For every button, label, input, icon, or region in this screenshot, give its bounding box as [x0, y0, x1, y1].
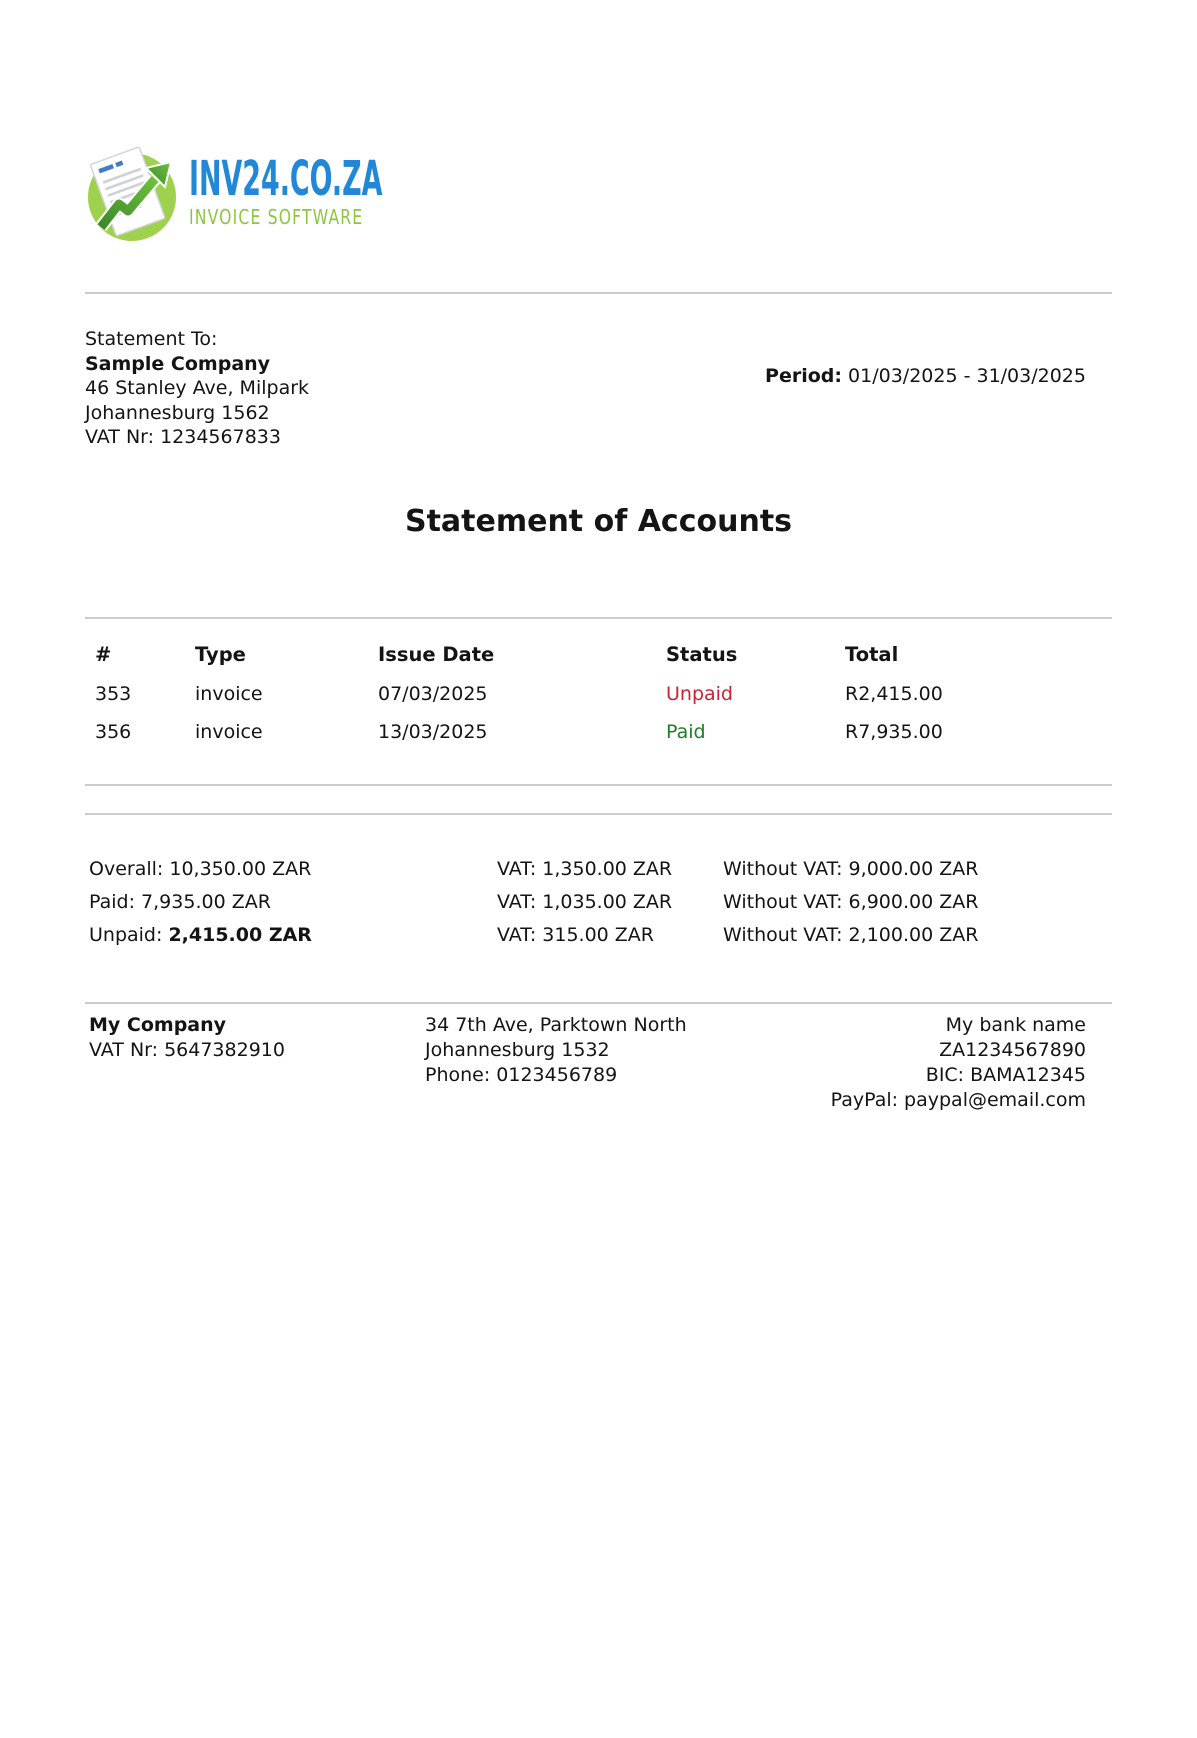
- statement-document: [0, 142, 1197, 1113]
- cell-type: invoice: [195, 682, 263, 705]
- summary-unpaid: [85, 919, 497, 952]
- summary-overall-label: Overall:: [89, 857, 164, 880]
- cell-type: invoice: [195, 720, 263, 743]
- cell-issue-date: 13/03/2025: [378, 720, 488, 743]
- page-title: Statement of Accounts: [404, 503, 793, 539]
- cell-total: R7,935.00: [845, 720, 943, 743]
- logo-text-block: [189, 142, 534, 229]
- summary-overall-vat: VAT: 1,350.00 ZAR: [497, 857, 673, 880]
- summary-paid-value: 7,935.00 ZAR: [141, 890, 271, 913]
- cell-number: 353: [95, 682, 132, 705]
- status-badge: Paid: [666, 720, 706, 743]
- divider: [85, 292, 1112, 294]
- summary-paid-label: Paid:: [89, 890, 135, 913]
- summary-unpaid-label: Unpaid:: [89, 923, 163, 946]
- invoices-table: [85, 619, 1112, 751]
- column-header-issue-date: Issue Date: [378, 642, 495, 666]
- divider: [85, 784, 1112, 786]
- summary-paid-vat: VAT: 1,035.00 ZAR: [497, 890, 673, 913]
- period-value: 01/03/2025 - 31/03/2025: [848, 365, 1086, 387]
- summary-unpaid-vat: VAT: 315.00 ZAR: [497, 923, 655, 946]
- divider: [85, 1002, 1112, 1004]
- footer-bank-account: ZA1234567890: [939, 1038, 1086, 1061]
- footer-company-block: [85, 1013, 425, 1113]
- statement-to-address-2: Johannesburg 1562: [85, 401, 270, 424]
- table-row: [85, 675, 1112, 713]
- summary-paid-without-vat: Without VAT: 6,900.00 ZAR: [723, 890, 979, 913]
- footer-address-line: Johannesburg 1532: [425, 1038, 610, 1061]
- column-header-number: #: [95, 642, 112, 666]
- footer-phone: Phone: 0123456789: [425, 1063, 618, 1086]
- cell-issue-date: 07/03/2025: [378, 682, 488, 705]
- summary-paid: [85, 886, 497, 919]
- column-header-type: Type: [195, 642, 246, 666]
- footer-bank-name: My bank name: [945, 1013, 1086, 1036]
- summary-overall-without-vat: Without VAT: 9,000.00 ZAR: [723, 857, 979, 880]
- statement-to-label: Statement To:: [85, 328, 218, 350]
- summary-overall: [85, 853, 497, 886]
- footer-company-vat: VAT Nr: 5647382910: [89, 1038, 285, 1061]
- statement-to-address-1: 46 Stanley Ave, Milpark: [85, 377, 310, 399]
- summary-unpaid-without-vat: Without VAT: 2,100.00 ZAR: [723, 923, 979, 946]
- summary-overall-value: 10,350.00 ZAR: [169, 857, 312, 880]
- statement-to-company: Sample Company: [85, 352, 271, 375]
- statement-header-row: [85, 327, 1112, 450]
- footer-bank-bic: BIC: BAMA12345: [925, 1063, 1086, 1086]
- inv24-logo-icon: [85, 142, 185, 242]
- logo-subtitle: INVOICE SOFTWARE: [189, 205, 364, 229]
- cell-number: 356: [95, 720, 132, 743]
- inv24-logo: [85, 142, 1112, 242]
- footer-address-line: 34 7th Ave, Parktown North: [425, 1013, 687, 1036]
- totals-summary: [85, 853, 1112, 952]
- period-label: Period:: [765, 365, 842, 387]
- company-footer: [85, 1013, 1112, 1113]
- footer-paypal: PayPal: paypal@email.com: [830, 1088, 1086, 1111]
- cell-total: R2,415.00: [845, 682, 943, 705]
- column-header-status: Status: [666, 642, 738, 666]
- statement-to-block: [85, 327, 309, 450]
- logo-title: INV24.CO.ZA: [189, 151, 383, 207]
- footer-address-block: [425, 1013, 752, 1113]
- divider: [85, 813, 1112, 815]
- table-header-row: [85, 619, 1112, 675]
- status-badge: Unpaid: [666, 682, 733, 705]
- summary-unpaid-value: 2,415.00 ZAR: [168, 923, 312, 946]
- footer-bank-block: [752, 1013, 1112, 1113]
- footer-company-name: My Company: [89, 1013, 227, 1036]
- statement-to-vat: VAT Nr: 1234567833: [85, 426, 281, 448]
- statement-period: [765, 365, 1112, 387]
- table-row: [85, 713, 1112, 751]
- column-header-total: Total: [845, 642, 899, 666]
